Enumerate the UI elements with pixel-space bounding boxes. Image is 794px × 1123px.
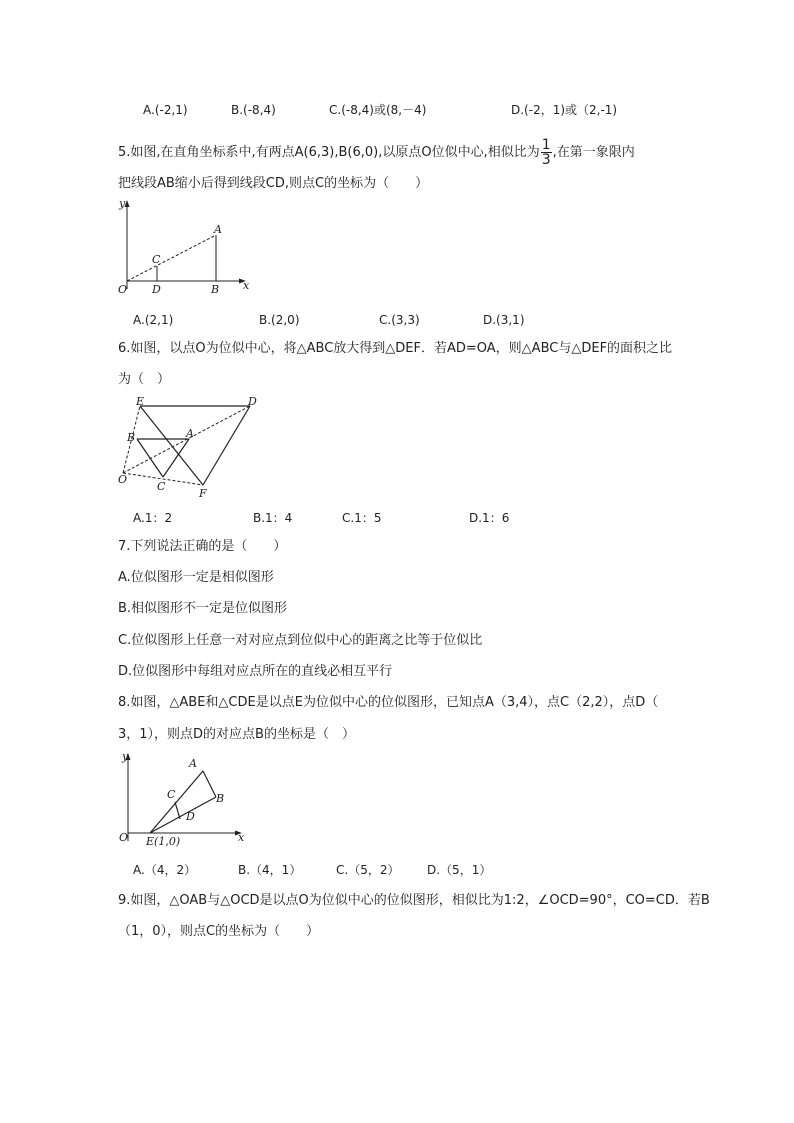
q6-option-a: A.1：2: [133, 511, 173, 525]
q5-label-b: B: [211, 283, 220, 296]
q5-label-o: O: [118, 283, 128, 296]
q7-option-c: C.位似图形上任意一对对应点到位似中心的距离之比等于位似比: [118, 633, 483, 648]
q8-option-c: C.（5，2）: [336, 863, 400, 877]
q8-stem-line2: 3，1），则点D的对应点B的坐标是（ ）: [118, 727, 355, 742]
q8-label-d: D: [186, 810, 195, 823]
q8-label-a: A: [189, 757, 197, 770]
q4-option-c: C.(-8,4)或(8,－4): [329, 103, 427, 117]
q8-label-y: y: [122, 750, 129, 763]
q5-stem-line1: [118, 138, 635, 167]
q8-option-d: D.（5，1）: [427, 863, 492, 877]
q5-label-y: y: [119, 197, 126, 210]
q8-option-b: B.（4，1）: [238, 863, 302, 877]
q5-option-a: A.(2,1): [133, 313, 174, 327]
q5-fraction-denominator: 3: [541, 152, 551, 168]
q9-stem-line1: 9.如图，△OAB与△OCD是以点O为位似中心的位似图形，相似比为1:2，∠OCD=90°，CO=CD．若B: [118, 893, 710, 908]
q5-fraction-numerator: 1: [541, 137, 551, 153]
q5-stem-line2: 把线段AB缩小后得到线段CD,则点C的坐标为（ ）: [118, 176, 429, 191]
q4-option-a: A.(-2,1): [143, 103, 188, 117]
q6-label-c: C: [157, 480, 166, 493]
q7-stem: 7.下列说法正确的是（ ）: [118, 539, 287, 554]
q8-option-a: A.（4，2）: [133, 863, 197, 877]
q7-option-b: B.相似图形不一定是位似图形: [118, 601, 288, 616]
q6-label-o: O: [118, 473, 128, 486]
q5-text-before: 5.如图,在直角坐标系中,有两点A(6,3),B(6,0),以原点O位似中心,相似比为: [118, 145, 540, 160]
q5-label-d: D: [152, 283, 161, 296]
q5-label-a: A: [214, 223, 222, 236]
q6-option-b: B.1：4: [253, 511, 293, 525]
q5-option-b: B.(2,0): [259, 313, 300, 327]
q8-figure: [119, 749, 259, 849]
q6-option-c: C.1：5: [342, 511, 382, 525]
q6-label-f: F: [199, 487, 207, 500]
q5-fraction: [541, 138, 552, 167]
q8-label-e: E(1,0): [146, 835, 181, 848]
q8-label-o: O: [119, 831, 129, 844]
q5-label-x: x: [243, 279, 250, 292]
q6-label-e: E: [136, 395, 145, 408]
q8-stem-line1: 8.如图，△ABE和△CDE是以点E为位似中心的位似图形，已知点A（3,4），点C（2,2），点D（: [118, 695, 659, 710]
q4-option-d: D.(-2，1)或（2,-1): [511, 103, 618, 117]
q6-stem-line1: 6.如图，以点O为位似中心，将△ABC放大得到△DEF．若AD=OA，则△ABC与△DEF的面积之比: [118, 341, 673, 356]
q7-option-d: D.位似图形中每组对应点所在的直线必相互平行: [118, 664, 393, 679]
q5-option-c: C.(3,3): [379, 313, 420, 327]
q6-label-a: A: [186, 427, 194, 440]
q6-label-b: B: [127, 431, 136, 444]
q5-figure: [115, 197, 255, 297]
q8-label-x: x: [238, 831, 245, 844]
q4-option-b: B.(-8,4): [231, 103, 276, 117]
q7-option-a: A.位似图形一定是相似图形: [118, 570, 274, 585]
q6-option-d: D.1：6: [469, 511, 510, 525]
q8-label-b: B: [216, 792, 225, 805]
q8-label-c: C: [167, 788, 176, 801]
q5-option-d: D.(3,1): [483, 313, 525, 327]
q5-label-c: C: [152, 253, 161, 266]
q6-figure: [117, 395, 277, 505]
q5-text-after: ,在第一象限内: [552, 145, 635, 160]
q6-stem-line2: 为（ ）: [118, 372, 171, 387]
q6-label-d: D: [248, 395, 257, 408]
q9-stem-line2: （1，0），则点C的坐标为（ ）: [118, 924, 320, 939]
